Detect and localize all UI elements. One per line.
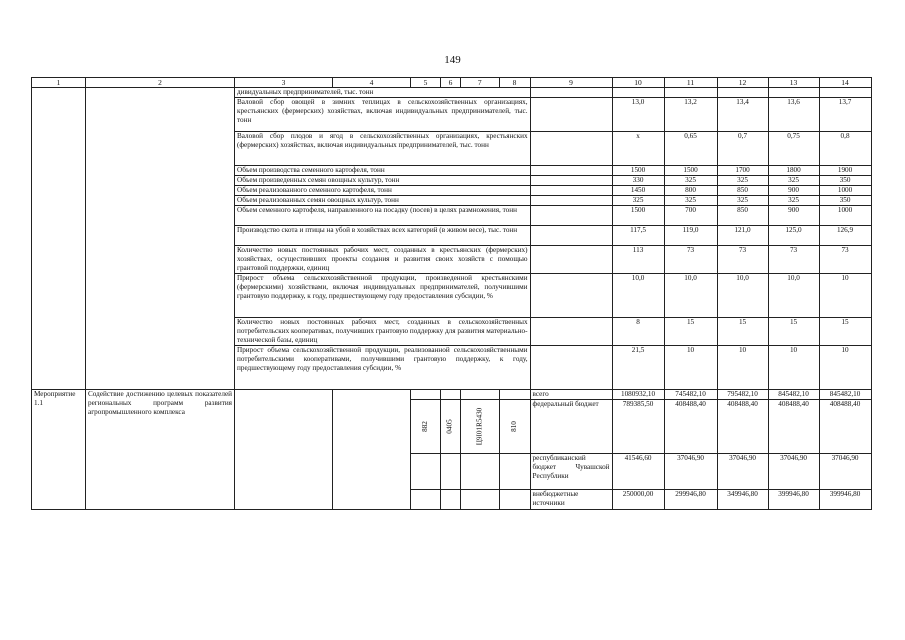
empty-cell — [235, 390, 333, 510]
indicator-value — [819, 88, 871, 98]
indicator-value: 325 — [768, 176, 819, 186]
indicator-row — [32, 246, 872, 274]
indicator-value: 325 — [717, 196, 768, 206]
indicator-name: Объем реализованных семян овощных культур, тонн — [235, 196, 531, 206]
indicator-value: 73 — [664, 246, 717, 274]
indicator-value: 1000 — [819, 206, 871, 226]
empty-cell — [461, 454, 500, 490]
indicator-value: 13,0 — [612, 98, 664, 132]
indicator-value: 700 — [664, 206, 717, 226]
funding-value: 845482,10 — [819, 390, 871, 400]
column-number: 14 — [819, 78, 871, 88]
empty-cell — [32, 318, 86, 346]
indicator-value: 325 — [717, 176, 768, 186]
empty-cell — [411, 490, 441, 510]
indicator-value: 1000 — [819, 186, 871, 196]
indicator-value: 0,8 — [819, 132, 871, 166]
indicator-row — [32, 346, 872, 390]
indicator-row — [32, 196, 872, 206]
funding-value: 745482,10 — [664, 390, 717, 400]
empty-cell — [86, 274, 235, 318]
indicator-value: 850 — [717, 206, 768, 226]
empty-cell — [530, 166, 612, 176]
funding-value: 37046,90 — [768, 454, 819, 490]
funding-value: 789385,50 — [612, 400, 664, 454]
funding-value: 408488,40 — [819, 400, 871, 454]
empty-cell — [530, 88, 612, 98]
empty-cell — [32, 246, 86, 274]
indicator-value — [768, 88, 819, 98]
funding-value: 408488,40 — [664, 400, 717, 454]
funding-value: 408488,40 — [768, 400, 819, 454]
empty-cell — [530, 346, 612, 390]
page-number: 149 — [444, 54, 461, 66]
column-number: 7 — [461, 78, 500, 88]
empty-cell — [530, 226, 612, 246]
indicator-value: 850 — [717, 186, 768, 196]
indicator-value: 113 — [612, 246, 664, 274]
indicator-name: Производство скота и птицы на убой в хозяйствах всех категорий (в живом весе), тыс. тонн — [235, 226, 531, 246]
indicator-value: 1500 — [612, 206, 664, 226]
funding-value: 399946,80 — [819, 490, 871, 510]
indicator-value: 800 — [664, 186, 717, 196]
empty-cell — [32, 346, 86, 390]
column-number: 12 — [717, 78, 768, 88]
funding-value: 250000,00 — [612, 490, 664, 510]
empty-cell — [32, 132, 86, 166]
indicator-value: 126,9 — [819, 226, 871, 246]
indicator-value: 0,65 — [664, 132, 717, 166]
column-number: 11 — [664, 78, 717, 88]
funding-value: 41546,60 — [612, 454, 664, 490]
column-number: 6 — [441, 78, 461, 88]
empty-cell — [530, 196, 612, 206]
indicator-name: Объем произведенных семян овощных культур, тонн — [235, 176, 531, 186]
indicator-value: 10,0 — [768, 274, 819, 318]
indicator-value: 350 — [819, 196, 871, 206]
empty-cell — [86, 346, 235, 390]
indicator-value: 10 — [819, 346, 871, 390]
indicator-value: 325 — [664, 196, 717, 206]
indicator-value: 900 — [768, 186, 819, 196]
funding-source: всего — [530, 390, 612, 400]
funding-value: 37046,90 — [717, 454, 768, 490]
indicator-value: 73 — [717, 246, 768, 274]
indicator-name: Валовой сбор плодов и ягод в сельскохозяйственных организациях, крестьянских (фермерских) хозяйствах, включая индивидуальных предпринимателей, тыс. тонн — [235, 132, 531, 166]
column-number: 3 — [235, 78, 333, 88]
indicator-value: 10,0 — [612, 274, 664, 318]
indicator-value: 10,0 — [717, 274, 768, 318]
indicator-value: 15 — [819, 318, 871, 346]
funding-value: 408488,40 — [717, 400, 768, 454]
indicator-row — [32, 88, 872, 98]
empty-cell — [530, 176, 612, 186]
indicator-value: 21,5 — [612, 346, 664, 390]
indicator-row — [32, 132, 872, 166]
column-number: 1 — [32, 78, 86, 88]
indicator-value: 325 — [612, 196, 664, 206]
indicator-value — [664, 88, 717, 98]
funding-value: 795482,10 — [717, 390, 768, 400]
indicator-value: 0,75 — [768, 132, 819, 166]
empty-cell — [499, 454, 530, 490]
empty-cell — [32, 206, 86, 226]
empty-cell — [530, 274, 612, 318]
column-number: 13 — [768, 78, 819, 88]
empty-cell — [86, 186, 235, 196]
funding-row — [32, 390, 872, 400]
empty-cell — [32, 98, 86, 132]
indicator-name: Количество новых постоянных рабочих мест, созданных в сельскохозяйственных потребительских кооперативах, получивших грантовую поддержку для развития материально-технической базы, единиц — [235, 318, 531, 346]
empty-cell — [86, 88, 235, 98]
indicator-row — [32, 226, 872, 246]
budget-code-cell — [461, 400, 500, 454]
indicator-value: 1700 — [717, 166, 768, 176]
empty-cell — [530, 246, 612, 274]
column-number: 5 — [411, 78, 441, 88]
indicator-value: 325 — [664, 176, 717, 186]
empty-cell — [530, 132, 612, 166]
empty-cell — [32, 88, 86, 98]
funding-source: внебюджетные источники — [530, 490, 612, 510]
budget-code-cell — [441, 400, 461, 454]
budget-code: Ц9I01R5430 — [475, 407, 484, 446]
empty-cell — [86, 206, 235, 226]
indicator-name: дивидуальных предпринимателей, тыс. тонн — [235, 88, 531, 98]
indicator-value: 1500 — [612, 166, 664, 176]
empty-cell — [530, 186, 612, 196]
budget-code-cell — [499, 400, 530, 454]
empty-cell — [461, 490, 500, 510]
indicator-row — [32, 206, 872, 226]
indicator-value: 13,4 — [717, 98, 768, 132]
empty-cell — [411, 390, 441, 400]
funding-value: 845482,10 — [768, 390, 819, 400]
empty-cell — [86, 246, 235, 274]
funding-source: республиканский бюджет Чувашской Республики — [530, 454, 612, 490]
funding-source: федеральный бюджет — [530, 400, 612, 454]
empty-cell — [86, 196, 235, 206]
indicator-value: 15 — [717, 318, 768, 346]
indicator-value: 10 — [717, 346, 768, 390]
indicator-value: 1800 — [768, 166, 819, 176]
column-number: 9 — [530, 78, 612, 88]
indicator-value: 10 — [819, 274, 871, 318]
funding-value: 1080932,10 — [612, 390, 664, 400]
budget-code: 882 — [421, 421, 429, 432]
indicator-name: Объем реализованного семенного картофеля, тонн — [235, 186, 531, 196]
indicator-name: Объем производства семенного картофеля, тонн — [235, 166, 531, 176]
budget-code-cell — [411, 400, 441, 454]
funding-value: 299946,80 — [664, 490, 717, 510]
empty-cell — [86, 132, 235, 166]
empty-cell — [441, 490, 461, 510]
indicator-value: 1450 — [612, 186, 664, 196]
empty-cell — [530, 318, 612, 346]
program-table — [31, 77, 872, 510]
empty-cell — [333, 390, 411, 510]
empty-cell — [86, 318, 235, 346]
budget-code: 810 — [510, 421, 519, 432]
funding-value: 349946,80 — [717, 490, 768, 510]
funding-value: 399946,80 — [768, 490, 819, 510]
indicator-value: 15 — [768, 318, 819, 346]
indicator-name: Объем семенного картофеля, направленного на посадку (посев) в целях размножения, тонн — [235, 206, 531, 226]
empty-cell — [530, 98, 612, 132]
empty-cell — [86, 166, 235, 176]
indicator-row — [32, 186, 872, 196]
indicator-value — [717, 88, 768, 98]
empty-cell — [441, 454, 461, 490]
indicator-value: 10 — [664, 346, 717, 390]
indicator-value: 0,7 — [717, 132, 768, 166]
column-number-row — [32, 78, 872, 88]
indicator-value: 8 — [612, 318, 664, 346]
measure-name: Содействие достижению целевых показателей региональных программ развития агропромышленного комплекса — [86, 390, 235, 510]
indicator-value: 325 — [768, 196, 819, 206]
indicator-value: 121,0 — [717, 226, 768, 246]
indicator-row — [32, 274, 872, 318]
column-number: 2 — [86, 78, 235, 88]
empty-cell — [86, 226, 235, 246]
indicator-value: 350 — [819, 176, 871, 186]
measure-label: Мероприятие 1.1 — [32, 390, 86, 510]
empty-cell — [32, 186, 86, 196]
empty-cell — [86, 98, 235, 132]
indicator-value: х — [612, 132, 664, 166]
indicator-value — [612, 88, 664, 98]
empty-cell — [32, 176, 86, 186]
indicator-name: Прирост объема сельскохозяйственной продукции, реализованной сельскохозяйственными потребительскими кооперативами, получившими грантовую поддержку, к году, предшествующему году предоставления субсидии, % — [235, 346, 531, 390]
indicator-row — [32, 318, 872, 346]
indicator-row — [32, 176, 872, 186]
empty-cell — [86, 176, 235, 186]
column-number: 10 — [612, 78, 664, 88]
empty-cell — [32, 274, 86, 318]
indicator-value: 117,5 — [612, 226, 664, 246]
indicator-row — [32, 166, 872, 176]
indicator-value: 125,0 — [768, 226, 819, 246]
empty-cell — [441, 390, 461, 400]
indicator-value: 119,0 — [664, 226, 717, 246]
indicator-value: 900 — [768, 206, 819, 226]
funding-value: 37046,90 — [664, 454, 717, 490]
indicator-value: 13,6 — [768, 98, 819, 132]
empty-cell — [461, 390, 500, 400]
empty-cell — [411, 454, 441, 490]
empty-cell — [32, 226, 86, 246]
indicator-value: 73 — [768, 246, 819, 274]
empty-cell — [499, 390, 530, 400]
funding-value: 37046,90 — [819, 454, 871, 490]
indicator-value: 13,2 — [664, 98, 717, 132]
indicator-name: Количество новых постоянных рабочих мест, созданных в крестьянских (фермерских) хозяйствах, осуществивших проекты создания и развития своих хозяйств с помощью грантовой поддержки, единиц — [235, 246, 531, 274]
indicator-value: 10,0 — [664, 274, 717, 318]
indicator-name: Прирост объема сельскохозяйственной продукции, произведенной крестьянскими (фермерскими) хозяйствами, включая индивидуальных предпринимателей, получившими грантовую поддержку, к году, предшествующему году предоставления субсидии, % — [235, 274, 531, 318]
indicator-value: 13,7 — [819, 98, 871, 132]
indicator-value: 330 — [612, 176, 664, 186]
indicator-value: 1500 — [664, 166, 717, 176]
empty-cell — [32, 166, 86, 176]
budget-code: 0405 — [446, 419, 454, 434]
empty-cell — [499, 490, 530, 510]
indicator-value: 10 — [768, 346, 819, 390]
column-number: 4 — [333, 78, 411, 88]
indicator-name: Валовой сбор овощей в зимних теплицах в сельскохозяйственных организациях, крестьянских (фермерских) хозяйствах, включая индивидуальных предпринимателей, тыс. тонн — [235, 98, 531, 132]
column-number: 8 — [499, 78, 530, 88]
indicator-value: 15 — [664, 318, 717, 346]
empty-cell — [530, 206, 612, 226]
indicator-row — [32, 98, 872, 132]
empty-cell — [32, 196, 86, 206]
indicator-value: 1900 — [819, 166, 871, 176]
indicator-value: 73 — [819, 246, 871, 274]
